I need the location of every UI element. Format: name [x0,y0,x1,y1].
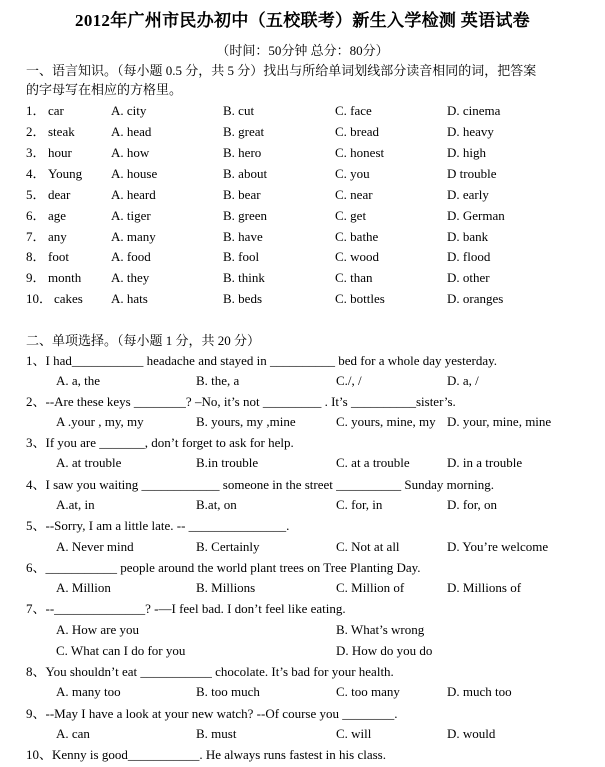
option-b: B. What’s wrong [336,622,425,637]
question-7-options-row1 [0,620,605,640]
option-c: C. for, in [336,497,383,512]
option-c: C. face [335,103,372,118]
q-num: 6． [26,208,46,223]
page-subtitle: （时间：50分钟 总分：80分） [216,43,389,58]
option-d: D. would [447,726,496,741]
table-row [0,164,605,184]
option-d: D. a, / [447,373,479,388]
q-num: 9． [26,270,46,285]
option-c: C./, / [336,373,362,388]
option-c: C. Million of [336,580,405,595]
option-b: B. great [223,124,265,139]
table-row [0,289,605,309]
question-2-options [0,412,605,432]
question-1-options [0,371,605,391]
question-7-options-row2 [0,641,605,661]
q-word: foot [48,249,69,264]
question-3-options [0,453,605,473]
q-word: car [48,103,64,118]
table-row [0,122,605,142]
question-4-options [0,495,605,515]
option-c: C. near [335,187,373,202]
option-c: C. you [335,166,370,181]
question-2: 2、--Are these keys ________? –No, it’s not _________ . It’s __________sister’s. [26,394,456,409]
option-c: C. Not at all [336,539,400,554]
option-c: C. than [335,270,373,285]
option-d: D. How do you do [336,643,433,658]
option-b: B. Millions [196,580,256,595]
question-5-options [0,537,605,557]
q-num: 4． [26,166,46,181]
option-b: B. yours, my ,mine [196,414,296,429]
option-d: D. your, mine, mine [447,414,552,429]
option-b: B. about [223,166,268,181]
option-c: C. bathe [335,229,379,244]
question-6: 6、___________ people around the world plant trees on Tree Planting Day. [26,560,421,575]
option-c: C. bread [335,124,380,139]
q-num: 1． [26,103,46,118]
option-a: A. many too [56,684,121,699]
question-8: 8、You shouldn’t eat ___________ chocolate. It’s bad for your health. [26,664,394,679]
option-a: A .your , my, my [56,414,144,429]
question-8-options [0,682,605,702]
option-c: C. What can I do for you [56,643,186,658]
option-c: C. too many [336,684,400,699]
option-d: D trouble [447,166,497,181]
option-c: C. yours, mine, my [336,414,436,429]
option-d: D. other [447,270,490,285]
q-num: 8． [26,249,46,264]
question-5: 5、--Sorry, I am a little late. -- _______________. [26,518,290,533]
option-d: D. flood [447,249,491,264]
q-word: cakes [54,291,83,306]
option-b: B. hero [223,145,262,160]
question-4: 4、I saw you waiting ____________ someone in the street __________ Sunday morning. [26,477,494,492]
q-word: age [48,208,67,223]
q-word: any [48,229,67,244]
option-c: C. bottles [335,291,385,306]
option-d: D. high [447,145,486,160]
option-b: B.in trouble [196,455,259,470]
option-c: C. will [336,726,372,741]
option-a: A. food [111,249,151,264]
q-num: 3． [26,145,46,160]
option-d: D. You’re welcome [447,539,549,554]
question-1: 1、I had___________ headache and stayed in __________ bed for a whole day yesterday. [26,353,497,368]
question-10: 10、Kenny is good___________. He always runs fastest in his class. [26,747,386,762]
option-a: A. city [111,103,147,118]
option-b: B. cut [223,103,255,118]
table-row [0,227,605,247]
table-row [0,185,605,205]
table-row [0,268,605,288]
option-d: D. cinema [447,103,501,118]
table-row [0,206,605,226]
section2-heading: 二、单项选择。（每小题 1 分，共 20 分） [26,333,261,348]
question-9-options [0,724,605,744]
option-a: A. many [111,229,156,244]
option-a: A.at, in [56,497,95,512]
option-b: B. too much [196,684,260,699]
option-c: C. honest [335,145,385,160]
q-num: 10． [26,291,53,306]
option-a: A. a, the [56,373,101,388]
option-d: D. bank [447,229,489,244]
option-c: C. wood [335,249,380,264]
option-a: A. house [111,166,158,181]
option-d: D. early [447,187,489,202]
section1-heading-line2: 的字母写在相应的方格里。 [26,82,183,97]
section1-heading-line1: 一、语言知识。（每小题 0.5 分，共 5 分）找出与所给单词划线部分读音相同的词，把答案 [26,63,537,78]
table-row [0,247,605,267]
question-7: 7、--______________? -—I feel bad. I don’t feel like eating. [26,601,346,616]
option-b: B. beds [223,291,262,306]
option-a: A. head [111,124,152,139]
option-b: B. green [223,208,268,223]
q-word: steak [48,124,75,139]
table-row [0,101,605,121]
option-d: D. Millions of [447,580,522,595]
option-b: B. the, a [196,373,240,388]
option-b: B. bear [223,187,261,202]
question-9: 9、--May I have a look at your new watch? --Of course you ________. [26,706,398,721]
question-6-options [0,578,605,598]
option-a: A. hats [111,291,148,306]
option-b: B.at, on [196,497,237,512]
option-d: D. heavy [447,124,494,139]
q-word: hour [48,145,72,160]
option-a: A. Million [56,580,111,595]
option-a: A. at trouble [56,455,122,470]
option-b: B. must [196,726,237,741]
page-title: 2012年广州市民办初中（五校联考）新生入学检测 英语试卷 [75,11,530,30]
option-a: A. can [56,726,90,741]
option-b: B. fool [223,249,260,264]
option-c: C. at a trouble [336,455,410,470]
option-b: B. Certainly [196,539,260,554]
option-a: A. tiger [111,208,151,223]
q-num: 5． [26,187,46,202]
question-3: 3、If you are _______, don’t forget to ask for help. [26,435,294,450]
option-d: D. much too [447,684,512,699]
q-word: month [48,270,82,285]
option-b: B. think [223,270,265,285]
table-row [0,143,605,163]
q-word: dear [48,187,71,202]
option-a: A. they [111,270,150,285]
option-d: D. oranges [447,291,504,306]
q-num: 7． [26,229,46,244]
q-word: Young [48,166,83,181]
option-a: A. heard [111,187,156,202]
option-d: D. German [447,208,505,223]
option-d: D. in a trouble [447,455,523,470]
option-a: A. Never mind [56,539,134,554]
option-d: D. for, on [447,497,498,512]
q-num: 2． [26,124,46,139]
option-a: A. how [111,145,150,160]
option-a: A. How are you [56,622,140,637]
option-b: B. have [223,229,263,244]
option-c: C. get [335,208,367,223]
